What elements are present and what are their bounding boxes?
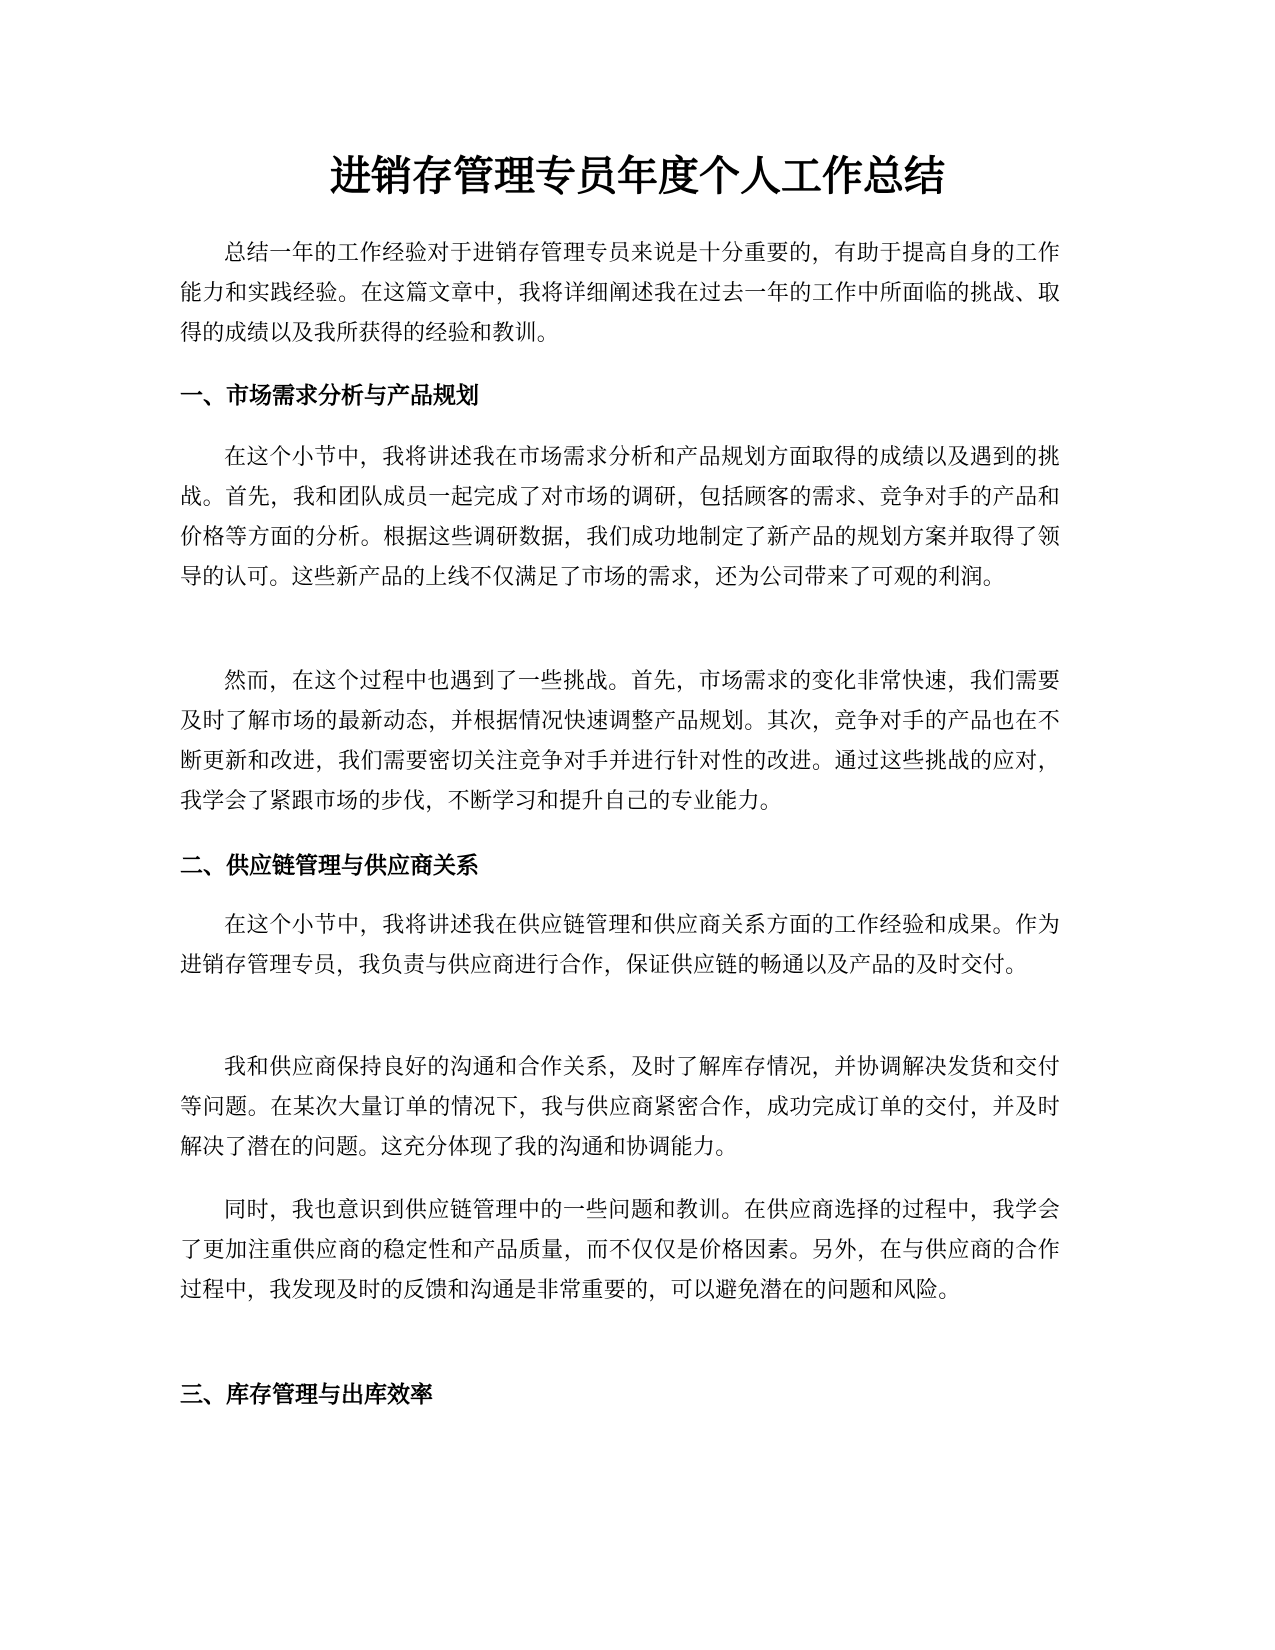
section-2-paragraph-1-block <box>180 906 1060 986</box>
section-paragraph: 在这个小节中，我将讲述我在供应链管理和供应商关系方面的工作经验和成果。作为进销存管理专员，我负责与供应商进行合作，保证供应链的畅通以及产品的及时交付。 <box>180 913 1060 978</box>
section-heading: 二、供应链管理与供应商关系 <box>180 853 479 879</box>
section-heading: 一、市场需求分析与产品规划 <box>180 383 479 409</box>
section-1-paragraph-1-block <box>180 438 1060 598</box>
section-paragraph: 我和供应商保持良好的沟通和合作关系，及时了解库存情况，并协调解决发货和交付等问题。在某次大量订单的情况下，我与供应商紧密合作，成功完成订单的交付，并及时解决了潜在的问题。这充分体现了我的沟通和协调能力。 <box>180 1055 1060 1160</box>
section-paragraph: 同时，我也意识到供应链管理中的一些问题和教训。在供应商选择的过程中，我学会了更加注重供应商的稳定性和产品质量，而不仅仅是价格因素。另外，在与供应商的合作过程中，我发现及时的反馈和沟通是非常重要的，可以避免潜在的问题和风险。 <box>180 1198 1060 1303</box>
section-2-paragraph-3-block <box>180 1191 1060 1311</box>
document-title: 进销存管理专员年度个人工作总结 <box>330 152 945 200</box>
section-2 <box>180 846 1060 886</box>
intro-paragraph: 总结一年的工作经验对于进销存管理专员来说是十分重要的，有助于提高自身的工作能力和实践经验。在这篇文章中，我将详细阐述我在过去一年的工作中所面临的挑战、取得的成绩以及我所获得的经验和教训。 <box>180 241 1060 346</box>
section-1 <box>180 376 1060 416</box>
section-2-paragraph-2-block <box>180 1048 1060 1168</box>
section-paragraph: 在这个小节中，我将讲述我在市场需求分析和产品规划方面取得的成绩以及遇到的挑战。首先，我和团队成员一起完成了对市场的调研，包括顾客的需求、竞争对手的产品和价格等方面的分析。根据这些调研数据，我们成功地制定了新产品的规划方案并取得了领导的认可。这些新产品的上线不仅满足了市场的需求，还为公司带来了可观的利润。 <box>180 445 1060 590</box>
section-3 <box>180 1375 1060 1415</box>
section-heading: 三、库存管理与出库效率 <box>180 1382 433 1408</box>
section-paragraph: 然而，在这个过程中也遇到了一些挑战。首先，市场需求的变化非常快速，我们需要及时了解市场的最新动态，并根据情况快速调整产品规划。其次，竞争对手的产品也在不断更新和改进，我们需要密切关注竞争对手并进行针对性的改进。通过这些挑战的应对，我学会了紧跟市场的步伐，不断学习和提升自己的专业能力。 <box>180 669 1060 814</box>
section-1-paragraph-2-block <box>180 662 1060 822</box>
intro-block <box>180 234 1060 354</box>
